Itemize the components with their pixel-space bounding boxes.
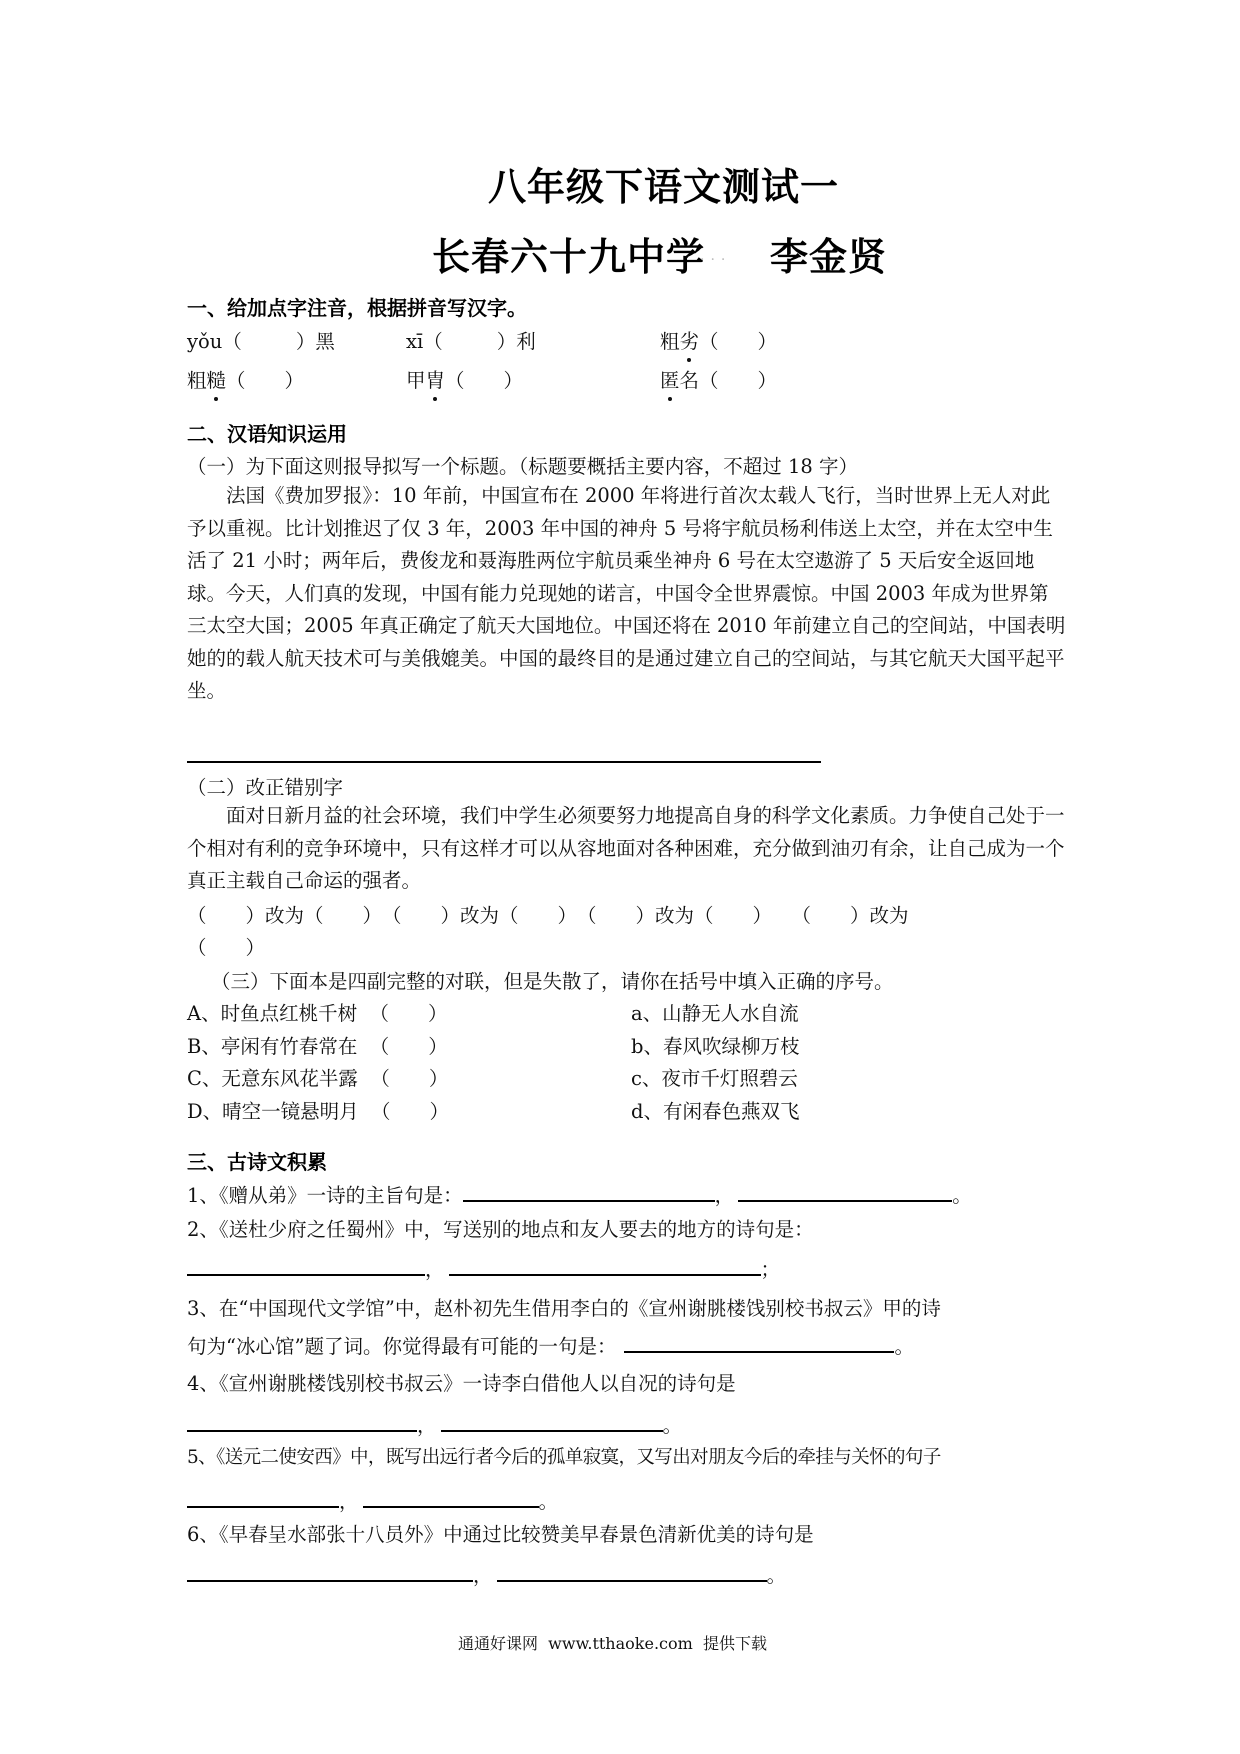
base-char: 粗 xyxy=(660,330,680,353)
part2-passage: 面对日新月益的社会环境，我们中学生必须要努力地提高自身的科学文化素质。力争使自己处于一个相对有利的竞争环境中，只有这样才可以从容地面对各种困难，充分做到油刃有余，让自己成为一个真正主载自己命运的强者。 xyxy=(187,804,1065,892)
school-name: 长春六十九中学 xyxy=(432,235,706,279)
poem-question-5: 5、《送元二使安西》中，既写出远行者今后的孤单寂寞，又写出对朋友今后的牵挂与关怀的句子 xyxy=(187,1447,941,1468)
dotted-item-ni xyxy=(660,365,777,393)
dotted-char: 匿 xyxy=(660,365,680,393)
page-title: 八年级下语文测试一 xyxy=(488,165,840,209)
answer-blank[interactable] xyxy=(187,1256,425,1276)
poem-question-4: 4、《宣州谢朓楼饯别校书叔云》一诗李白借他人以自况的诗句是 xyxy=(187,1372,736,1395)
end-mark: 。 xyxy=(894,1335,914,1358)
section1-heading: 一、给加点字注音，根据拼音写汉字。 xyxy=(187,296,527,320)
separator: ， xyxy=(473,1564,493,1587)
end-mark: 。 xyxy=(538,1490,559,1513)
dotted-item-cao xyxy=(187,365,304,393)
pinyin-prefix: yǒu（ xyxy=(187,330,242,353)
poem-question-2: 2、《送杜少府之任蜀州》中，写送别的地点和友人要去的地方的诗句是： xyxy=(187,1218,814,1241)
poem-question-3-line1: 3、在“中国现代文学馆”中，赵朴初先生借用李白的《宣州谢朓楼饯别校书叔云》甲的诗 xyxy=(187,1297,941,1320)
end-mark: 。 xyxy=(952,1184,972,1207)
poem-question-1 xyxy=(187,1180,972,1208)
answer-blank[interactable] xyxy=(187,1412,417,1432)
couplet-right-b: b、春风吹绿柳万枝 xyxy=(631,1035,800,1058)
part3-prompt: （三）下面本是四副完整的对联，但是失散了，请你在括号中填入正确的序号。 xyxy=(211,970,894,993)
answer-blank: （ ） xyxy=(226,369,305,392)
pinyin-prefix: xī（ xyxy=(406,330,443,353)
answer-blank[interactable] xyxy=(441,1412,663,1432)
part1-passage: 法国《费加罗报》：10 年前，中国宣布在 2000 年将进行首次太载人飞行，当时世界上无人对此予以重视。比计划推迟了仅 3 年，2003 年中国的神舟 5 号将宇航员杨利伟送上太空，并在太空中生活了 21 小时；两年后，费俊龙和聂海胜两位宇航员乘坐神舟 6 号在太空遨游了 5 天后安全返回地球。今天，人们真的发现，中国有能力兑现她的诺言，中国令全世界震惊。中国 2003 年成为世界第三太空大国；2005 年真正确定了航天大国地位。中国还将在 2010 年前建立自己的空间站，中国表明她的的载人航天技术可与美俄媲美。中国的最终目的是通过建立自己的空间站，与其它航天大国平起平坐。 xyxy=(187,484,1066,702)
answer-blank: （ ） xyxy=(699,330,778,353)
couplet-blank: （ ） xyxy=(371,1100,450,1123)
couplet-right-d: d、有闲春色燕双飞 xyxy=(631,1100,800,1123)
couplet-label: D、晴空一镜悬明月 xyxy=(187,1100,359,1123)
answer-blank[interactable] xyxy=(624,1333,894,1353)
couplet-left-a xyxy=(187,998,448,1026)
couplet-blank: （ ） xyxy=(369,1002,448,1025)
dotted-char: 胄 xyxy=(426,365,446,393)
base-char: 甲 xyxy=(406,369,426,392)
poem-question-6: 6、《早春呈水部张十八员外》中通过比较赞美早春景色清新优美的诗句是 xyxy=(187,1523,814,1546)
headline-answer-line[interactable] xyxy=(187,761,821,763)
separator: ， xyxy=(339,1490,359,1513)
answer-blank: （ ） xyxy=(699,369,778,392)
base-char: 名 xyxy=(679,369,700,392)
part2-prompt: （二）改正错别字 xyxy=(187,776,344,799)
correction-blanks-line1: （ ）改为（ ） （ ）改为（ ） （ ）改为（ ） （ ）改为 xyxy=(187,904,909,927)
answer-blank[interactable] xyxy=(497,1562,767,1582)
dotted-item-zhou xyxy=(406,365,523,393)
poem-question-6-blanks xyxy=(187,1560,786,1588)
poem-question-3-line2 xyxy=(187,1331,914,1359)
end-mark: ； xyxy=(760,1258,781,1281)
footer-source: 通通好课网 www.tthaoke.com 提供下载 xyxy=(458,1634,767,1653)
answer-blank[interactable] xyxy=(187,1562,473,1582)
base-char: 粗 xyxy=(187,369,207,392)
answer-blank[interactable] xyxy=(738,1182,952,1202)
author-name: 李金贤 xyxy=(770,235,888,279)
couplet-label: A、时鱼点红桃千树 xyxy=(187,1002,358,1025)
question-text: 1、《赠从弟》一诗的主旨句是： xyxy=(187,1184,463,1207)
separator: ， xyxy=(417,1414,437,1437)
couplet-blank: （ ） xyxy=(369,1035,448,1058)
answer-blank: （ ） xyxy=(445,369,524,392)
answer-blank[interactable] xyxy=(363,1488,539,1508)
poem-question-4-blanks xyxy=(187,1410,682,1438)
dotted-item-lie xyxy=(660,326,777,354)
couplet-label: C、无意东风花半露 xyxy=(187,1067,358,1090)
dotted-char: 劣 xyxy=(680,326,700,354)
answer-blank[interactable] xyxy=(449,1256,761,1276)
pinyin-item-you xyxy=(187,326,335,354)
part1-prompt: （一）为下面这则报导拟写一个标题。（标题要概括主要内容，不超过 18 字） xyxy=(187,455,858,478)
dotted-char: 糙 xyxy=(207,365,227,393)
answer-blank[interactable] xyxy=(463,1182,715,1202)
couplet-label: B、亭闲有竹春常在 xyxy=(187,1035,358,1058)
couplet-left-c xyxy=(187,1063,448,1091)
couplet-left-d xyxy=(187,1096,449,1124)
pinyin-suffix: ）黑 xyxy=(295,330,335,353)
couplet-right-a: a、山静无人水自流 xyxy=(631,1002,799,1025)
section3-heading: 三、古诗文积累 xyxy=(187,1150,327,1174)
end-mark: 。 xyxy=(662,1414,683,1437)
answer-blank[interactable] xyxy=(187,1488,339,1508)
separator: ， xyxy=(714,1184,735,1207)
section2-heading: 二、汉语知识运用 xyxy=(187,422,347,446)
title-separator: ... xyxy=(700,248,732,264)
couplet-left-b xyxy=(187,1031,448,1059)
poem-question-5-blanks xyxy=(187,1486,558,1514)
couplet-right-c: c、夜市千灯照碧云 xyxy=(631,1067,798,1090)
pinyin-suffix: ）利 xyxy=(496,330,536,353)
separator: ， xyxy=(425,1258,445,1281)
pinyin-item-xi xyxy=(406,326,536,354)
poem-question-2-blanks xyxy=(187,1254,780,1282)
couplet-blank: （ ） xyxy=(370,1067,449,1090)
end-mark: 。 xyxy=(766,1564,787,1587)
question-text: 句为“冰心馆”题了词。你觉得最有可能的一句是： xyxy=(187,1335,617,1358)
correction-blanks-line2: （ ） xyxy=(187,936,266,959)
